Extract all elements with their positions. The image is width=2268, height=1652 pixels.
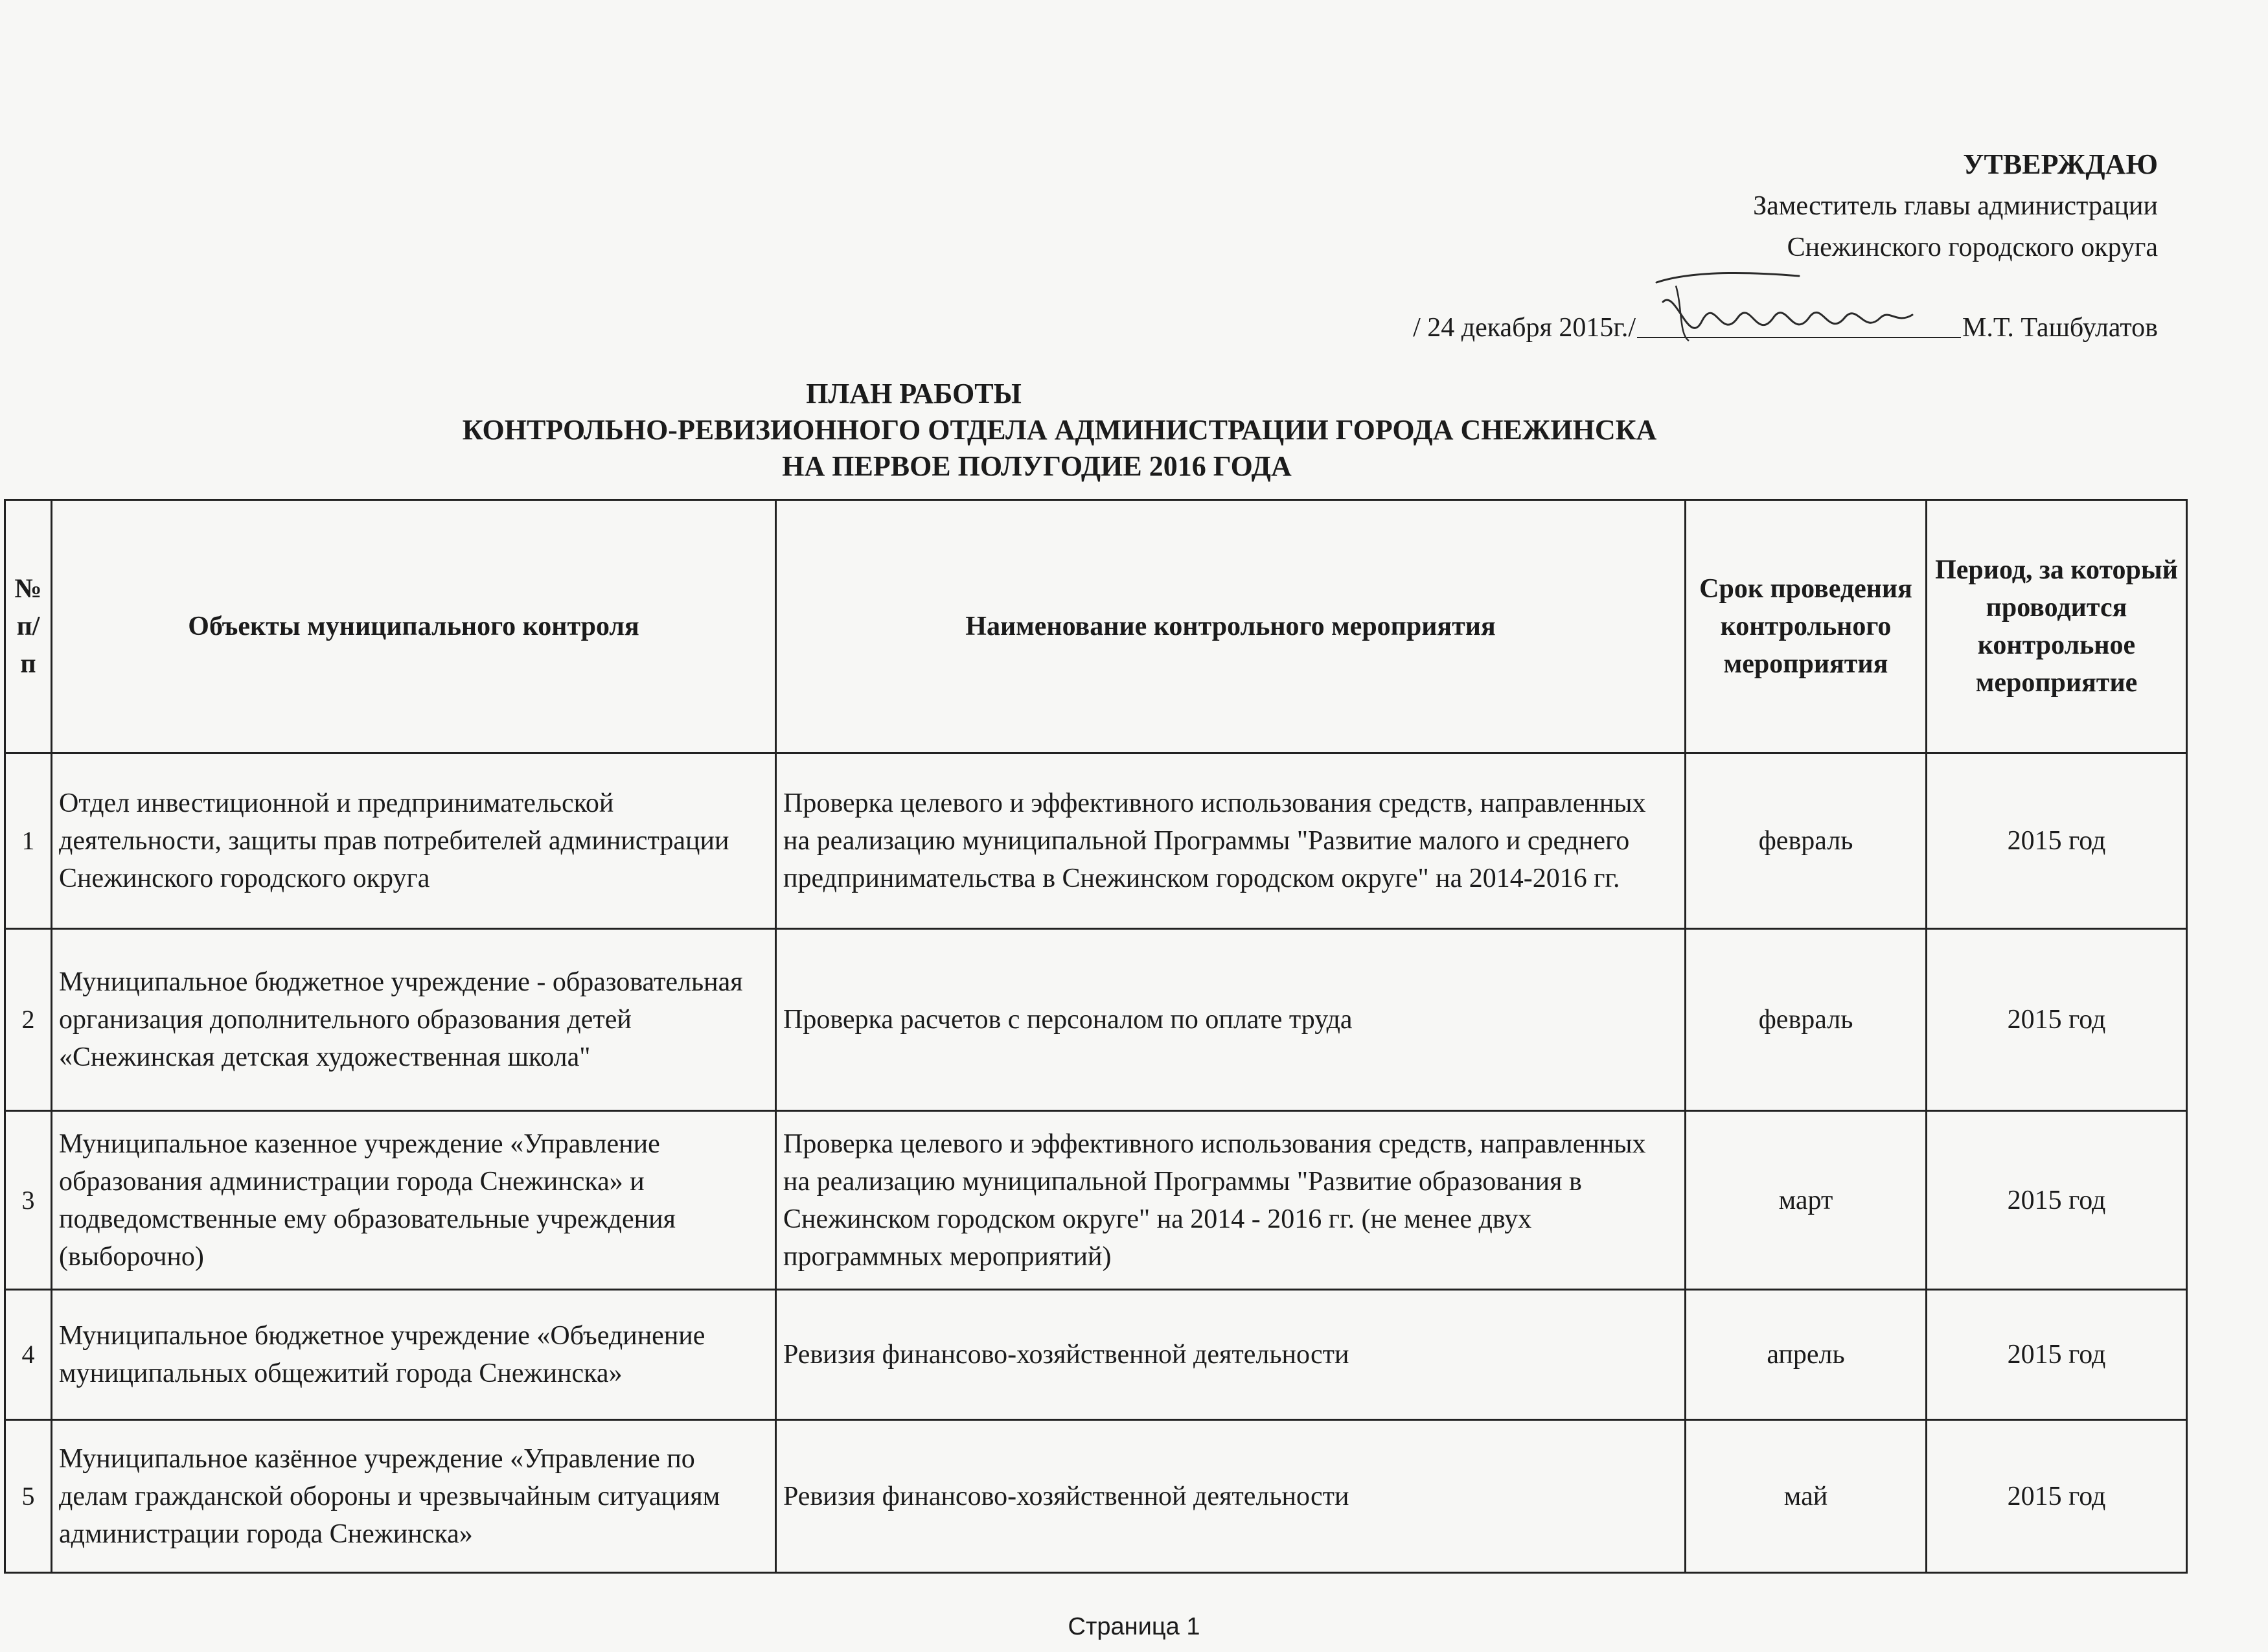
row-period: 2015 год [1927, 929, 2187, 1111]
header-period: Период, за который проводится контрольное мероприятие [1927, 500, 2187, 753]
header-action: Наименование контрольного мероприятия [776, 500, 1686, 753]
heading-line1: ПЛАН РАБОТЫ [806, 378, 1022, 409]
row-action: Проверка целевого и эффективного использования средств, направленных на реализацию муниципальной Программы "Развитие образования в Снежинском городском округе" на 2014 - 2016 гг. (не менее двух программных мероприятий) [776, 1111, 1686, 1290]
row-num: 1 [5, 753, 52, 929]
heading-line2: КОНТРОЛЬНО-РЕВИЗИОННОГО ОТДЕЛА АДМИНИСТРАЦИИ ГОРОДА СНЕЖИНСКА [462, 414, 1657, 446]
row-period: 2015 год [1927, 1111, 2187, 1290]
header-object: Объекты муниципального контроля [52, 500, 776, 753]
row-action: Проверка расчетов с персоналом по оплате труда [776, 929, 1686, 1111]
row-action: Ревизия финансово-хозяйственной деятельности [776, 1290, 1686, 1420]
heading-line3: НА ПЕРВОЕ ПОЛУГОДИЕ 2016 ГОДА [782, 450, 1292, 482]
row-object: Муниципальное казённое учреждение «Управление по делам гражданской обороны и чрезвычайным ситуациям администрации города Снежинска» [52, 1420, 776, 1573]
row-term: март [1686, 1111, 1927, 1290]
approval-date: / 24 декабря 2015г./ [1413, 313, 1636, 343]
header-num: № п/п [5, 500, 52, 753]
table-row [5, 929, 2187, 1111]
row-object: Муниципальное казенное учреждение «Управление образования администрации города Снежинска» и подведомственные ему образовательные учреждения (выборочно) [52, 1111, 776, 1290]
row-period: 2015 год [1927, 1420, 2187, 1573]
table-row [5, 753, 2187, 929]
work-plan-table [4, 499, 2188, 1574]
table-row [5, 1420, 2187, 1573]
row-action: Проверка целевого и эффективного использования средств, направленных на реализацию муниципальной Программы "Развитие малого и среднего предпринимательства в Снежинском городском округе" на 2014-2016 гг. [776, 753, 1686, 929]
document-heading [0, 376, 2268, 485]
row-object: Муниципальное бюджетное учреждение - образовательная организация дополнительного образования детей «Снежинская детская художественная школа" [52, 929, 776, 1111]
table-header-row [5, 500, 2187, 753]
table-row [5, 1111, 2187, 1290]
row-num: 5 [5, 1420, 52, 1573]
row-period: 2015 год [1927, 1290, 2187, 1420]
row-num: 4 [5, 1290, 52, 1420]
row-period: 2015 год [1927, 753, 2187, 929]
row-term: май [1686, 1420, 1927, 1573]
approval-title: УТВЕРЖДАЮ [1963, 148, 2158, 180]
row-term: февраль [1686, 753, 1927, 929]
row-term: февраль [1686, 929, 1927, 1111]
row-num: 2 [5, 929, 52, 1111]
approval-position-line2: Снежинского городского округа [1787, 233, 2158, 262]
row-num: 3 [5, 1111, 52, 1290]
approval-block [1753, 144, 2158, 268]
page-number: Страница 1 [1068, 1613, 1200, 1640]
row-action: Ревизия финансово-хозяйственной деятельности [776, 1420, 1686, 1573]
signature-line [1413, 308, 2158, 343]
header-term: Срок проведения контрольного мероприятия [1686, 500, 1927, 753]
handwritten-signature [1618, 263, 1929, 360]
signature-blank [1637, 308, 1961, 338]
row-object: Отдел инвестиционной и предпринимательской деятельности, защиты прав потребителей администрации Снежинского городского округа [52, 753, 776, 929]
table-row [5, 1290, 2187, 1420]
row-object: Муниципальное бюджетное учреждение «Объединение муниципальных общежитий города Снежинска» [52, 1290, 776, 1420]
approval-position-line1: Заместитель главы администрации [1753, 191, 2158, 221]
signatory-name: М.Т. Ташбулатов [1962, 313, 2158, 343]
row-term: апрель [1686, 1290, 1927, 1420]
